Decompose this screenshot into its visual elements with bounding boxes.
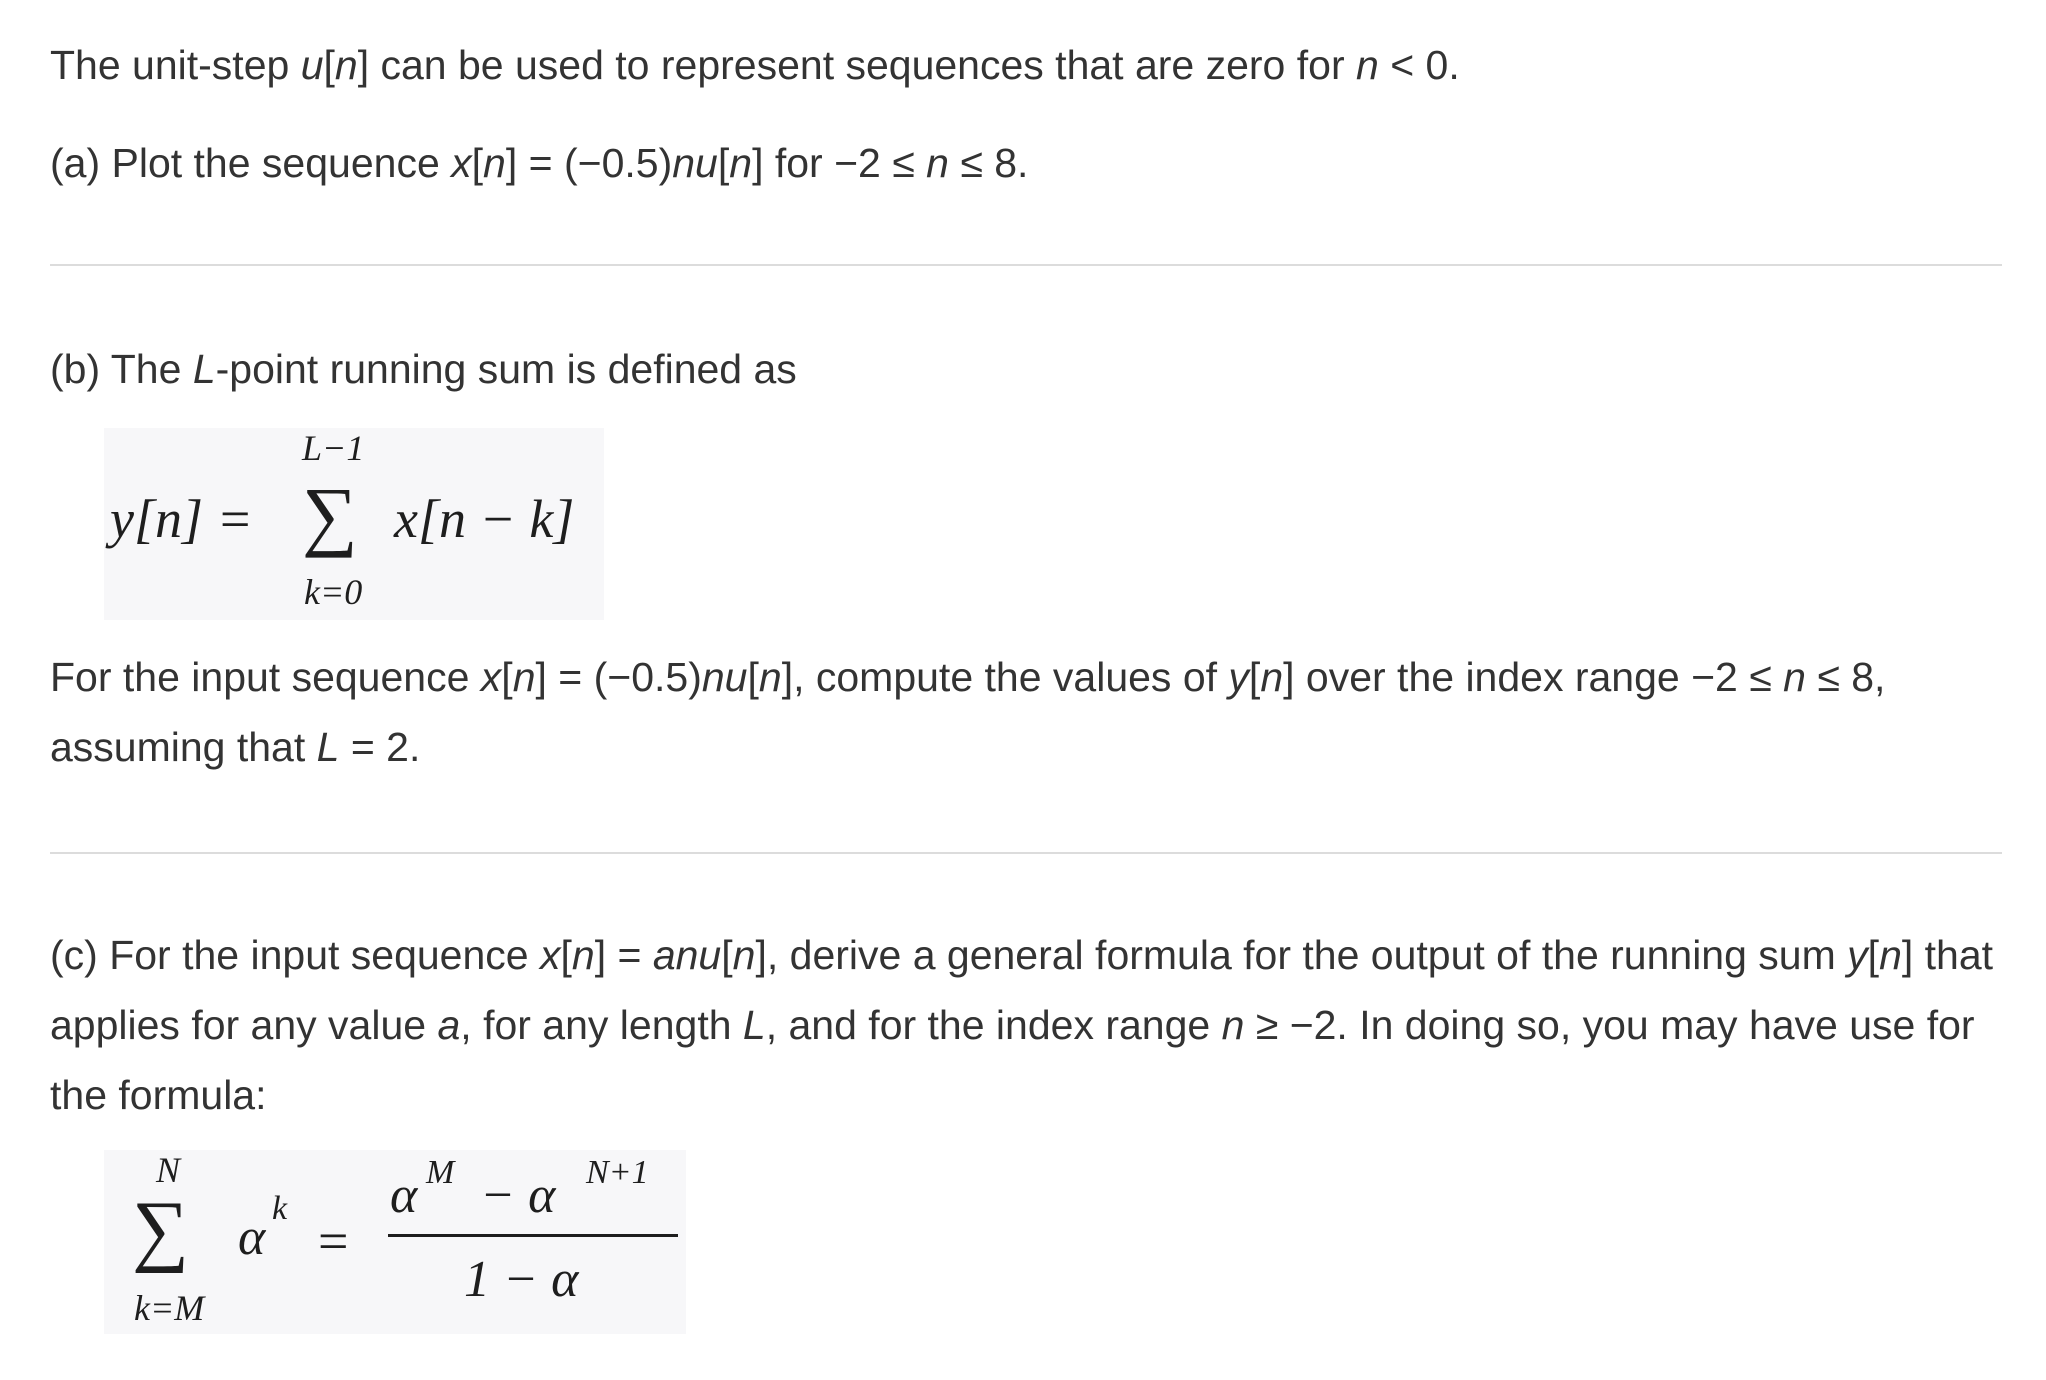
fraction-bar [388,1234,678,1237]
geometric-sum-formula-image [104,1150,686,1334]
numerator-exponent-M: M [426,1154,455,1191]
sum-lower-limit: k=0 [304,572,363,612]
numerator-minus-alpha: − α [480,1167,556,1224]
sum-lower-limit: k=M [134,1288,205,1328]
summand-term: x[n − k] [394,489,575,549]
sigma-symbol: ∑ [302,471,358,558]
part-c-text: (c) For the input sequence x[n] = anu[n], derive a general formula for the output of the running sum y[n] that applies for any value a, for any length L, and for the index range n ≥ −2. In doing so, you may have use for the formula: [50,932,1994,1118]
equals-sign: = [318,1211,349,1271]
section-divider [50,264,2002,266]
formula-lhs: y[n] = [110,489,253,549]
sum-upper-limit: N [156,1150,181,1190]
running-sum-formula-image [104,428,604,620]
part-a-text: (a) Plot the sequence x[n] = (−0.5)nu[n] for −2 ≤ n ≤ 8. [50,140,1029,186]
sum-upper-limit: L−1 [302,428,365,468]
intro-text: The unit-step u[n] can be used to represent sequences that are zero for n < 0. [50,42,1460,88]
numerator-alpha: α [390,1167,418,1224]
section-divider [50,852,2002,854]
sigma-symbol: ∑ [132,1186,190,1274]
part-b-question: For the input sequence x[n] = (−0.5)nu[n], compute the values of y[n] over the index range −2 ≤ n ≤ 8, assuming that L = 2. [50,654,1886,770]
part-b-text: (b) The L-point running sum is defined as [50,346,797,392]
numerator-exponent-N1: N+1 [586,1154,649,1191]
denominator: 1 − α [464,1251,579,1308]
exponent-k: k [272,1190,288,1227]
alpha-symbol: α [238,1209,266,1266]
